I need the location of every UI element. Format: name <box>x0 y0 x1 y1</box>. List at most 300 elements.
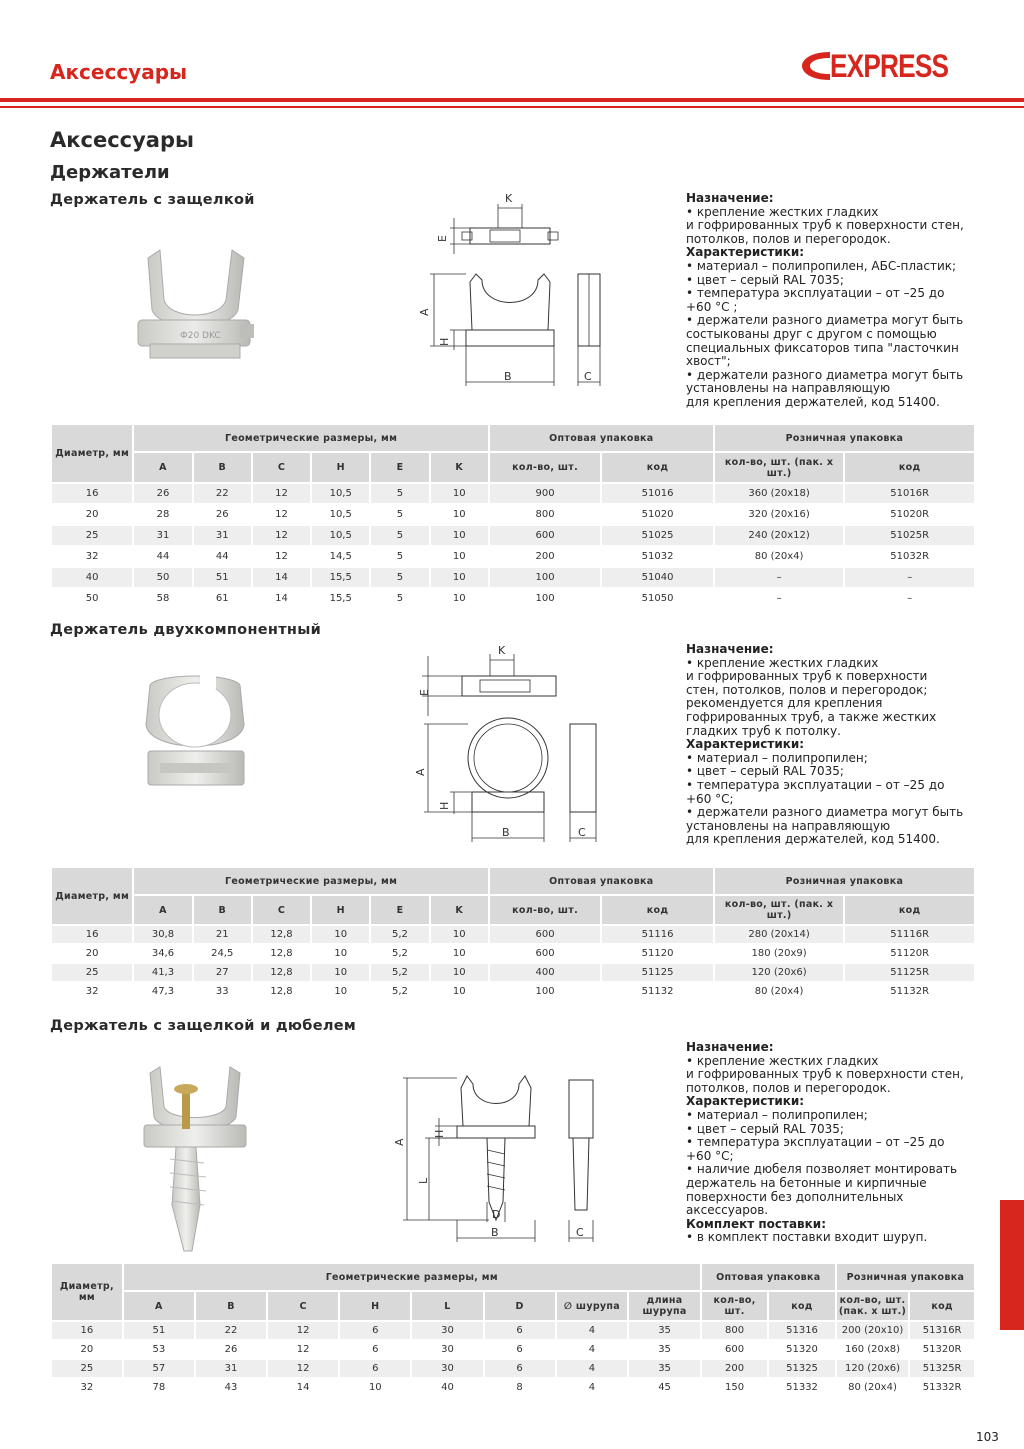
table-cell: 10,5 <box>312 484 369 503</box>
table-cell: 30 <box>412 1322 482 1339</box>
table-cell: 16 <box>52 484 132 503</box>
table-cell: 280 (20х14) <box>715 926 844 943</box>
desc-line: поверхности без дополнительных <box>686 1189 904 1204</box>
drawing-label: D <box>492 1208 501 1221</box>
col-header: ∅ шурупа <box>557 1292 628 1320</box>
table-cell: 31 <box>196 1360 266 1377</box>
desc-line: • в комплект поставки входит шуруп. <box>686 1230 928 1245</box>
desc-line: для крепления держателей, код 51400. <box>686 394 940 409</box>
desc-line: • крепление жестких гладких <box>686 655 879 670</box>
col-header: H <box>340 1292 410 1320</box>
col-header-diameter: Диаметр, мм <box>52 1264 122 1320</box>
drawing-label: C <box>584 370 592 383</box>
table-cell: 51016R <box>845 484 974 503</box>
table-cell: 51132 <box>602 983 712 1000</box>
desc-line: • крепление жестких гладких <box>686 204 879 219</box>
col-header: C <box>253 896 310 924</box>
table-cell: 51125 <box>602 964 712 981</box>
col-header-geometry: Геометрические размеры, мм <box>134 425 488 451</box>
product-description <box>686 192 986 410</box>
col-header: B <box>196 1292 266 1320</box>
table-row <box>52 484 974 503</box>
table-cell: 43 <box>196 1379 266 1396</box>
table-cell: 12 <box>268 1322 338 1339</box>
table-cell: 40 <box>412 1379 482 1396</box>
table-cell: 58 <box>134 589 191 608</box>
col-header: E <box>371 896 428 924</box>
drawing-label: H <box>438 337 451 346</box>
table-cell: 10 <box>431 983 488 1000</box>
table-cell: 51 <box>124 1322 194 1339</box>
desc-line: • держатели разного диаметра могут быть <box>686 313 964 328</box>
table-cell: 600 <box>702 1341 767 1358</box>
table-cell: 12,8 <box>253 983 310 1000</box>
table-row <box>52 1322 974 1339</box>
table-cell: 600 <box>490 945 600 962</box>
desc-line: • цвет – серый RAL 7035; <box>686 272 844 287</box>
desc-line: • крепление жестких гладких <box>686 1053 879 1068</box>
table-row <box>52 1379 974 1396</box>
table-cell: 6 <box>340 1341 410 1358</box>
desc-heading: Назначение: <box>686 191 774 205</box>
desc-heading: Характеристики: <box>686 737 805 752</box>
table-cell: 45 <box>629 1379 700 1396</box>
technical-drawing <box>395 1070 610 1245</box>
col-header-wholesale: Оптовая упаковка <box>702 1264 835 1290</box>
desc-line: специальных фиксаторов типа "ласточкин <box>686 340 959 355</box>
desc-line: потолков, полов и перегородок. <box>686 231 891 246</box>
table-cell: 12,8 <box>253 926 310 943</box>
table-row <box>52 1360 974 1377</box>
table-cell: 360 (20х18) <box>715 484 844 503</box>
table-cell: 6 <box>485 1322 555 1339</box>
desc-line: • температура эксплуатации – от –25 до <box>686 286 945 301</box>
table-cell: 5 <box>371 547 428 566</box>
table-cell: 100 <box>490 568 600 587</box>
table-cell: 12 <box>253 526 310 545</box>
col-header-wholesale: Оптовая упаковка <box>490 425 713 451</box>
table-cell: 150 <box>702 1379 767 1396</box>
page-number: 103 <box>976 1430 999 1444</box>
technical-drawing <box>410 190 610 390</box>
table-cell: 14 <box>253 589 310 608</box>
table-cell: 100 <box>490 589 600 608</box>
table-row <box>52 945 974 962</box>
col-header: B <box>194 453 251 482</box>
logo-text: EXPRESS <box>830 48 949 84</box>
table-cell: 22 <box>194 484 251 503</box>
col-header-wholesale: Оптовая упаковка <box>490 868 713 894</box>
table-cell: 900 <box>490 484 600 503</box>
table-row <box>52 568 974 587</box>
desc-line: +60 °С; <box>686 791 734 806</box>
table-cell: 50 <box>52 589 132 608</box>
table-row <box>52 983 974 1000</box>
col-header: кол-во, шт. (пак. х шт.) <box>715 453 844 482</box>
col-header: C <box>268 1292 338 1320</box>
drawing-label: A <box>414 768 427 776</box>
table-cell: 47,3 <box>134 983 191 1000</box>
table-row <box>52 505 974 524</box>
desc-heading: Назначение: <box>686 642 774 656</box>
table-row <box>52 547 974 566</box>
desc-line: • материал – полипропилен; <box>686 1107 868 1122</box>
table-cell: – <box>845 589 974 608</box>
desc-line: • наличие дюбеля позволяет монтировать <box>686 1162 958 1177</box>
table-cell: 24,5 <box>194 945 251 962</box>
table-cell: 27 <box>194 964 251 981</box>
table-cell: 10 <box>431 964 488 981</box>
table-cell: 32 <box>52 983 132 1000</box>
col-header: длина шурупа <box>629 1292 700 1320</box>
desc-line: • держатели разного диаметра могут быть <box>686 367 964 382</box>
desc-line: для крепления держателей, код 51400. <box>686 832 940 847</box>
table-cell: 6 <box>485 1360 555 1377</box>
table-cell: 51025R <box>845 526 974 545</box>
table-cell: 25 <box>52 964 132 981</box>
col-header: C <box>253 453 310 482</box>
desc-line: гладких труб к потолку. <box>686 723 841 738</box>
table-cell: 10 <box>312 983 369 1000</box>
col-header: D <box>485 1292 555 1320</box>
col-header: код <box>845 896 974 924</box>
table-cell: 28 <box>134 505 191 524</box>
header-rule-thin <box>0 106 1024 108</box>
table-cell: 320 (20х16) <box>715 505 844 524</box>
table-cell: 5,2 <box>371 983 428 1000</box>
table-cell: 41,3 <box>134 964 191 981</box>
desc-line: и гофрированных труб к поверхности стен, <box>686 1067 964 1082</box>
table-cell: 34,6 <box>134 945 191 962</box>
table-cell: 6 <box>340 1360 410 1377</box>
table-cell: 30,8 <box>134 926 191 943</box>
desc-line: • температура эксплуатации – от –25 до <box>686 777 945 792</box>
table-row <box>52 589 974 608</box>
table-cell: 20 <box>52 505 132 524</box>
table-cell: 80 (20х4) <box>837 1379 909 1396</box>
page-title: Аксессуары <box>50 128 194 152</box>
table-cell: 26 <box>196 1341 266 1358</box>
drawing-label: B <box>504 370 512 383</box>
table-cell: 51325R <box>910 1360 974 1377</box>
table-cell: – <box>845 568 974 587</box>
table-row <box>52 1341 974 1358</box>
product-description <box>686 1041 986 1245</box>
col-header: кол-во, шт. <box>490 453 600 482</box>
table-cell: 44 <box>134 547 191 566</box>
table-cell: 61 <box>194 589 251 608</box>
table-cell: 53 <box>124 1341 194 1358</box>
table-cell: 16 <box>52 926 132 943</box>
table-cell: 10,5 <box>312 526 369 545</box>
table-cell: 600 <box>490 926 600 943</box>
table-cell: 51032R <box>845 547 974 566</box>
table-cell: 10 <box>312 964 369 981</box>
table-cell: 51050 <box>602 589 712 608</box>
table-cell: 200 <box>702 1360 767 1377</box>
table-cell: 12 <box>253 484 310 503</box>
col-header-geometry: Геометрические размеры, мм <box>124 1264 700 1290</box>
table-cell: 5 <box>371 526 428 545</box>
table-cell: 25 <box>52 1360 122 1377</box>
spec-table <box>50 423 976 610</box>
desc-line: +60 °С ; <box>686 299 738 314</box>
desc-line: • температура эксплуатации – от –25 до <box>686 1135 945 1150</box>
table-cell: 20 <box>52 945 132 962</box>
table-cell: 51025 <box>602 526 712 545</box>
table-cell: 31 <box>134 526 191 545</box>
desc-line: • цвет – серый RAL 7035; <box>686 1121 844 1136</box>
table-cell: 100 <box>490 983 600 1000</box>
table-cell: 22 <box>196 1322 266 1339</box>
table-cell: 160 (20х8) <box>837 1341 909 1358</box>
table-cell: 26 <box>194 505 251 524</box>
table-cell: 10 <box>431 568 488 587</box>
drawing-label: H <box>433 1129 446 1138</box>
desc-line: • материал – полипропилен; <box>686 750 868 765</box>
col-header: L <box>412 1292 482 1320</box>
table-cell: 80 (20х4) <box>715 547 844 566</box>
drawing-label: B <box>491 1226 499 1239</box>
table-cell: 800 <box>490 505 600 524</box>
table-cell: 80 (20х4) <box>715 983 844 1000</box>
table-cell: 8 <box>485 1379 555 1396</box>
table-cell: 35 <box>629 1360 700 1377</box>
desc-heading: Характеристики: <box>686 245 805 260</box>
table-cell: 5,2 <box>371 964 428 981</box>
col-header: кол-во, шт. (пак. х шт.) <box>837 1292 909 1320</box>
table-row <box>52 964 974 981</box>
desc-line: • материал – полипропилен, АБС-пластик; <box>686 258 957 273</box>
drawing-label: K <box>498 644 506 657</box>
col-header: H <box>312 453 369 482</box>
col-header-diameter: Диаметр, мм <box>52 425 132 482</box>
table-cell: 5 <box>371 568 428 587</box>
table-cell: 10 <box>431 547 488 566</box>
table-cell: 51032 <box>602 547 712 566</box>
table-cell: 12 <box>253 547 310 566</box>
desc-line: • держатели разного диаметра могут быть <box>686 805 964 820</box>
header-title: Аксессуары <box>50 60 188 84</box>
table-cell: 10 <box>431 505 488 524</box>
desc-line: установлены на направляющую <box>686 381 891 396</box>
desc-line: стен, потолков, полов и перегородок; <box>686 682 928 697</box>
table-cell: 5,2 <box>371 926 428 943</box>
table-cell: 51125R <box>845 964 974 981</box>
table-cell: 12 <box>268 1360 338 1377</box>
col-header: кол-во, шт. <box>490 896 600 924</box>
table-cell: 51020R <box>845 505 974 524</box>
col-header-retail: Розничная упаковка <box>715 868 974 894</box>
col-header: K <box>431 453 488 482</box>
table-cell: 51325 <box>769 1360 835 1377</box>
table-cell: 10 <box>312 945 369 962</box>
desc-line: аксессуаров. <box>686 1203 769 1218</box>
product-photo-clip-dowel <box>130 1055 260 1255</box>
spec-table <box>50 1262 976 1398</box>
col-header: код <box>602 453 712 482</box>
col-header: K <box>431 896 488 924</box>
table-cell: 12 <box>253 505 310 524</box>
col-header-diameter: Диаметр, мм <box>52 868 132 924</box>
side-tab-marker <box>1000 1200 1024 1330</box>
table-cell: 51320 <box>769 1341 835 1358</box>
table-cell: 400 <box>490 964 600 981</box>
table-cell: 6 <box>340 1322 410 1339</box>
drawing-label: L <box>417 1177 430 1184</box>
table-cell: 6 <box>485 1341 555 1358</box>
product-title: Держатель с защелкой <box>50 192 255 208</box>
table-cell: 16 <box>52 1322 122 1339</box>
table-cell: 44 <box>194 547 251 566</box>
col-header: A <box>134 896 191 924</box>
desc-line: потолков, полов и перегородок. <box>686 1080 891 1095</box>
table-cell: 15,5 <box>312 568 369 587</box>
table-cell: 51316 <box>769 1322 835 1339</box>
table-cell: 4 <box>557 1360 628 1377</box>
table-cell: 51132R <box>845 983 974 1000</box>
desc-line: • цвет – серый RAL 7035; <box>686 764 844 779</box>
table-row <box>52 926 974 943</box>
drawing-label: E <box>436 235 449 242</box>
table-cell: 51116 <box>602 926 712 943</box>
table-cell: 10 <box>431 484 488 503</box>
drawing-label: E <box>418 689 431 696</box>
express-logo <box>800 48 978 84</box>
table-cell: 10 <box>340 1379 410 1396</box>
desc-line: и гофрированных труб к поверхности <box>686 669 928 684</box>
table-cell: 5 <box>371 505 428 524</box>
table-cell: 4 <box>557 1322 628 1339</box>
desc-heading: Комплект поставки: <box>686 1216 827 1231</box>
table-cell: 200 (20х10) <box>837 1322 909 1339</box>
table-cell: 51016 <box>602 484 712 503</box>
section-title: Держатели <box>50 162 170 183</box>
product-title: Держатель с защелкой и дюбелем <box>50 1018 357 1034</box>
table-cell: 10 <box>431 926 488 943</box>
table-cell: 50 <box>134 568 191 587</box>
table-cell: 35 <box>629 1322 700 1339</box>
table-cell: 30 <box>412 1341 482 1358</box>
table-cell: 51320R <box>910 1341 974 1358</box>
drawing-label: C <box>576 1226 584 1239</box>
table-cell: 600 <box>490 526 600 545</box>
col-header: B <box>194 896 251 924</box>
table-cell: 12,8 <box>253 964 310 981</box>
table-cell: 10 <box>431 945 488 962</box>
product-photo-clip <box>120 240 270 380</box>
drawing-label: A <box>418 308 431 316</box>
table-cell: – <box>715 568 844 587</box>
table-cell: 51116R <box>845 926 974 943</box>
table-cell: 33 <box>194 983 251 1000</box>
table-cell: 51332R <box>910 1379 974 1396</box>
table-cell: – <box>715 589 844 608</box>
table-cell: 200 <box>490 547 600 566</box>
col-header: A <box>134 453 191 482</box>
table-cell: 10 <box>431 589 488 608</box>
drawing-label: K <box>505 192 513 205</box>
col-header-retail: Розничная упаковка <box>837 1264 974 1290</box>
table-cell: 15,5 <box>312 589 369 608</box>
table-cell: 30 <box>412 1360 482 1377</box>
table-cell: 120 (20х6) <box>837 1360 909 1377</box>
desc-heading: Характеристики: <box>686 1094 805 1109</box>
table-cell: 31 <box>194 526 251 545</box>
col-header: кол-во, шт. <box>702 1292 767 1320</box>
col-header: кол-во, шт. (пак. х шт.) <box>715 896 844 924</box>
col-header: код <box>769 1292 835 1320</box>
header-rule <box>0 98 1024 102</box>
table-cell: 51120 <box>602 945 712 962</box>
table-cell: 51040 <box>602 568 712 587</box>
table-cell: 57 <box>124 1360 194 1377</box>
desc-line: рекомендуется для крепления <box>686 696 883 711</box>
table-cell: 78 <box>124 1379 194 1396</box>
table-cell: 10,5 <box>312 505 369 524</box>
table-cell: 25 <box>52 526 132 545</box>
spec-table <box>50 866 976 1002</box>
drawing-label: H <box>438 801 451 810</box>
table-cell: 14 <box>268 1379 338 1396</box>
desc-line: хвост"; <box>686 354 731 369</box>
col-header: H <box>312 896 369 924</box>
col-header: код <box>845 453 974 482</box>
table-cell: 40 <box>52 568 132 587</box>
table-cell: 26 <box>134 484 191 503</box>
table-cell: 180 (20х9) <box>715 945 844 962</box>
table-cell: 4 <box>557 1341 628 1358</box>
table-cell: 51316R <box>910 1322 974 1339</box>
table-cell: 5 <box>371 484 428 503</box>
desc-line: гофрированных труб, а также жестких <box>686 709 937 724</box>
table-cell: 51 <box>194 568 251 587</box>
table-cell: 14,5 <box>312 547 369 566</box>
col-header: код <box>910 1292 974 1320</box>
table-cell: 10 <box>431 526 488 545</box>
product-description <box>686 643 986 847</box>
desc-line: и гофрированных труб к поверхности стен, <box>686 218 964 233</box>
drawing-label: C <box>578 826 586 839</box>
table-cell: 51120R <box>845 945 974 962</box>
desc-line: держатель на бетонные и кирпичные <box>686 1175 927 1190</box>
table-cell: 5,2 <box>371 945 428 962</box>
desc-line: установлены на направляющую <box>686 818 891 833</box>
col-header: A <box>124 1292 194 1320</box>
svg-text:Ф20 DKC: Ф20 DKC <box>180 331 221 341</box>
table-cell: 800 <box>702 1322 767 1339</box>
product-photo-clip <box>120 665 270 805</box>
desc-heading: Назначение: <box>686 1040 774 1054</box>
table-cell: 4 <box>557 1379 628 1396</box>
table-cell: 51332 <box>769 1379 835 1396</box>
table-cell: 32 <box>52 547 132 566</box>
drawing-label: B <box>502 826 510 839</box>
col-header-geometry: Геометрические размеры, мм <box>134 868 488 894</box>
table-row <box>52 526 974 545</box>
col-header: код <box>602 896 712 924</box>
table-cell: 20 <box>52 1341 122 1358</box>
drawing-label: A <box>393 1138 406 1146</box>
desc-line: состыкованы друг с другом с помощью <box>686 326 937 341</box>
table-cell: 32 <box>52 1379 122 1396</box>
table-cell: 51020 <box>602 505 712 524</box>
table-cell: 35 <box>629 1341 700 1358</box>
technical-drawing <box>410 642 610 847</box>
desc-line: +60 °С; <box>686 1148 734 1163</box>
table-cell: 12,8 <box>253 945 310 962</box>
col-header-retail: Розничная упаковка <box>715 425 974 451</box>
